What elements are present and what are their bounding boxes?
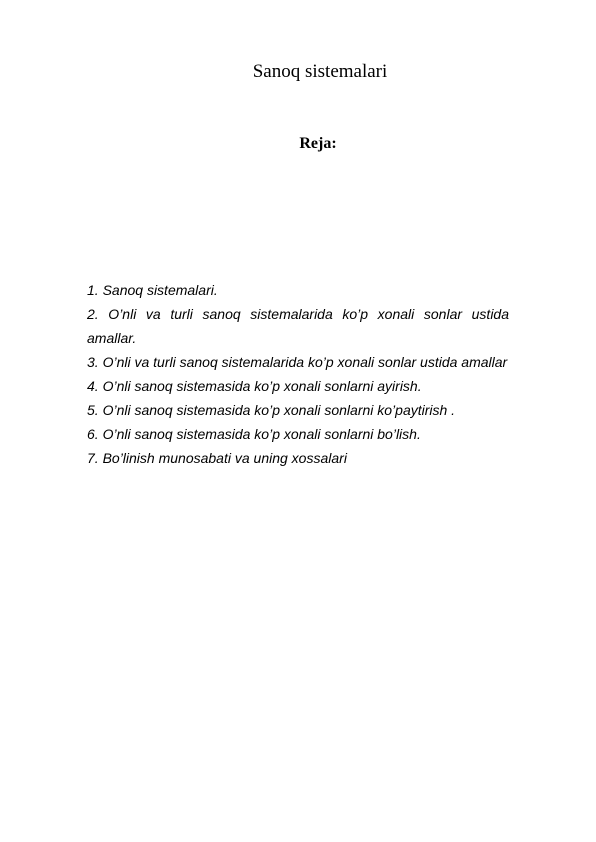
plan-item: 4. O’nli sanoq sistemasida ko’p xonali sonlarni ayirish. bbox=[87, 378, 422, 394]
plan-heading: Reja: bbox=[299, 135, 337, 152]
plan-item: 5. O’nli sanoq sistemasida ko’p xonali sonlarni ko’paytirish . bbox=[87, 402, 456, 418]
plan-item: 1. Sanoq sistemalari. bbox=[87, 282, 218, 298]
plan-list bbox=[87, 278, 509, 470]
plan-item: 2. O’nli va turli sanoq sistemalarida ko’p xonali sonlar ustida amallar. bbox=[87, 306, 509, 346]
plan-item: 6. O’nli sanoq sistemasida ko’p xonali sonlarni bo’lish. bbox=[87, 426, 421, 442]
page-title: Sanoq sistemalari bbox=[252, 61, 388, 82]
plan-item: 7. Bo’linish munosabati va uning xossalari bbox=[87, 450, 347, 466]
plan-item: 3. O’nli va turli sanoq sistemalarida ko’p xonali sonlar ustida amallar bbox=[87, 354, 508, 370]
